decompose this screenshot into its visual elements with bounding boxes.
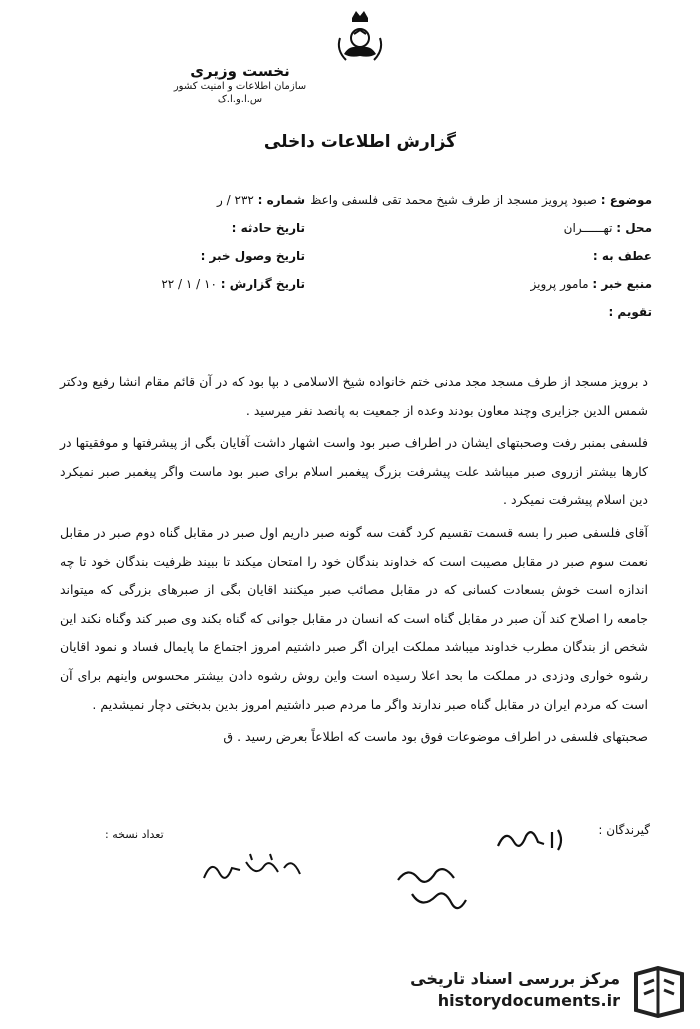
source-label: منبع خبر : (592, 277, 652, 291)
ref-label: عطف به : (592, 249, 652, 263)
body-paragraph-2: فلسفی بمنبر رفت وصحبتهای ایشان در اطراف صبر بود واست اشهار داشت آقایان بگی از پیشرفتها و موفقیتها در کارها بیشتر ازروی صبر میباشد علت پیشرفت بزرگ پیغمبر اسلام برای صبر بود ماست واگر پیغمبر صبر نمیکرد دین اسلام پیشرفت نمیکرد . (60, 435, 648, 508)
copies-label: تعداد نسخه : (105, 828, 164, 841)
place-value: تهــــــران (563, 221, 613, 235)
meta-report-date (105, 270, 305, 298)
archive-watermark (360, 968, 620, 1012)
meta-fields-right (292, 186, 652, 326)
archive-name: مرکز بررسی اسناد تاریخی (410, 969, 620, 988)
letterhead-line2: سازمان اطلاعات و امنیت کشور (173, 81, 307, 92)
recipients-signature (492, 822, 572, 856)
source-value: مامور پرویز (530, 277, 589, 291)
meta-number (105, 186, 305, 214)
subject-value: صبود پرویز مسجد از طرف شیخ محمد تقی فلسفی واعظ (310, 193, 597, 207)
body-paragraph-1: د برویز مسجد از طرف مسجد مجد مدنی ختم خانواده شیخ الاسلامی د بپا بود که در آن قائم مقام انشا رفیع ودکتر شمس الدین جزایری وچند معاون بودند وعده از جمعیت به پانصد نفر میرسید . (60, 374, 648, 418)
letterhead (165, 62, 315, 106)
report-date-label: تاریخ گزارش : (220, 277, 305, 291)
letterhead-line3: س.ا.و.ا.ک (217, 94, 263, 105)
event-date-label: تاریخ حادثه : (231, 221, 305, 235)
meta-event-date (105, 214, 305, 242)
report-date-value: ۱۰ / ۱ / ۲۲ (161, 277, 217, 291)
letterhead-line1: نخست وزیری (190, 62, 290, 80)
body-paragraph-4: صحبتهای فلسفی در اطراف موضوعات فوق بود ماست که اطلاعاً بعرض رسید . ق (223, 729, 648, 745)
meta-assessment (292, 298, 652, 326)
report-title: گزارش اطلاعات داخلی (263, 132, 457, 152)
meta-source (292, 270, 652, 298)
place-label: محل : (616, 221, 652, 235)
meta-received-date (105, 242, 305, 270)
subject-label: موضوع : (600, 193, 652, 207)
meta-place (292, 214, 652, 242)
state-emblem-icon (330, 8, 390, 70)
archive-logo-icon (628, 966, 690, 1018)
recipients-label: گیرندگان : (598, 823, 650, 837)
meta-fields-left (105, 186, 305, 298)
body-paragraph-3: آقای فلسفی صبر را بسه قسمت تقسیم کرد گفت سه گونه صبر داریم اول صبر در مقابل گناه دوم صبر در مقابل نعمت سوم صبر در مقابل مصیبت است که خداوند بندگان خود را امتحان میکند تا ببیند ظرفیت بندگان خود تا چه اندازه است خوش بسعادت کسانی که در مقابل مصائب صبر میکنند اقایان بگی از صبرهای بزرگی که میتواند جامعه را اصلاح کند آن صبر در مقابل گناه است که انسان در مقابل جوانی که گناه بکند وی صبر کند وگناه نکند این شخص از بندگان مطرب خداوند میباشد مملکت ایران اگر صبر داشتیم امروز اجتماع ما پایمال فساد و نمود اقایان رشوه خواری ودزدی در مملکت ما بحد اعلا رسیده است واین روش رشوه دادن بیشتر محسوس واینهم برای آن است که مردم ایران در مقابل گناه صبر ندارند واگر ما مردم صبر داشتیم امروز بدین بدبختی دچار نمیشدیم . (60, 524, 648, 712)
number-label: شماره : (257, 193, 305, 207)
report-body (60, 368, 648, 756)
number-value: ۲۳۲ / ر (217, 193, 254, 207)
handwritten-signature-1 (200, 848, 310, 888)
copies-line (105, 828, 164, 841)
meta-ref (292, 242, 652, 270)
meta-subject (292, 186, 652, 214)
recipients-line (598, 823, 650, 837)
archive-url: historydocuments.ir (437, 991, 620, 1010)
assessment-label: تقویم : (608, 305, 652, 319)
handwritten-signature-2 (392, 860, 472, 918)
received-date-label: تاریخ وصول خبر : (200, 249, 305, 263)
